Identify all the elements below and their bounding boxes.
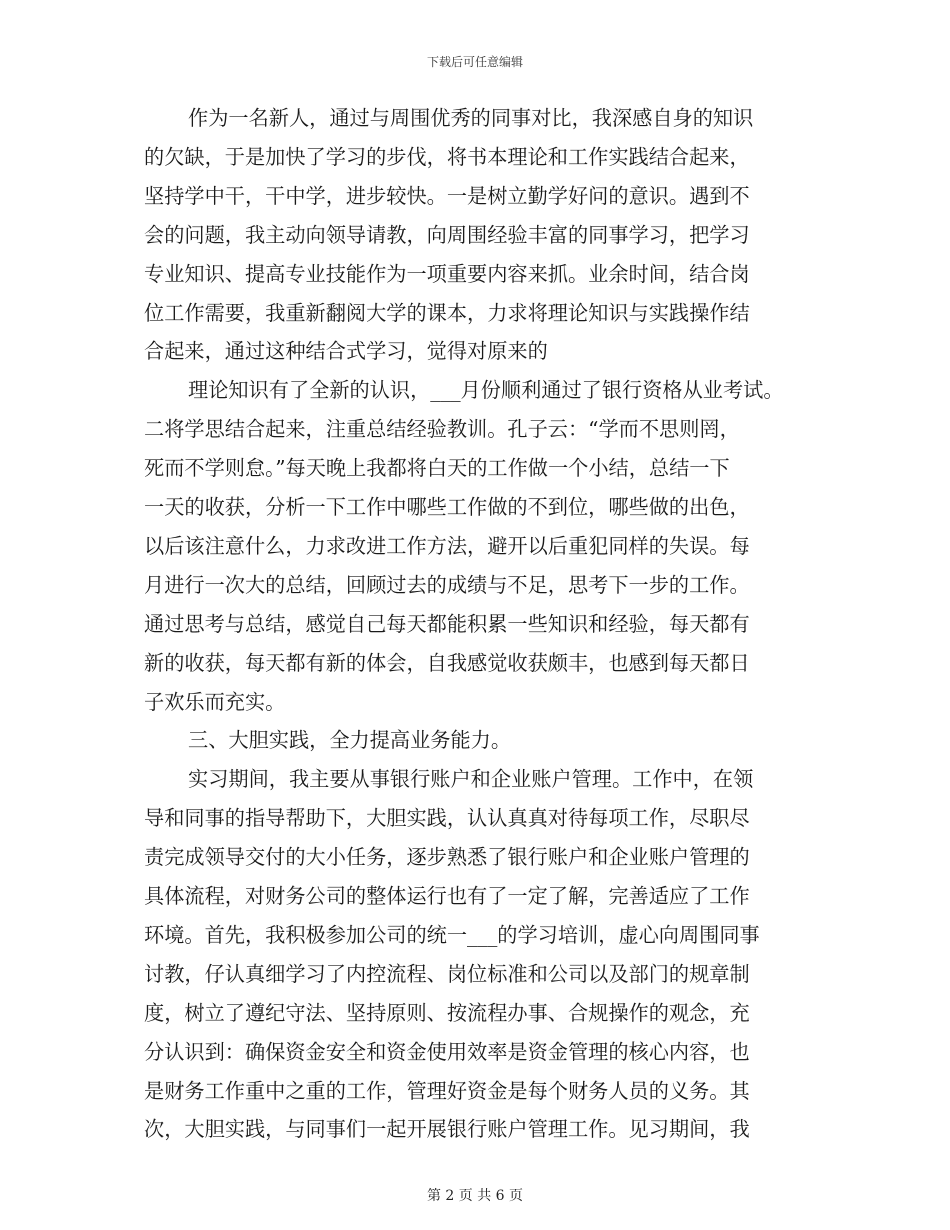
- text-line: 二将学思结合起来，注重总结经验教训。孔子云：“学而不思则罔，: [144, 417, 740, 442]
- text-line: 新的收获，每天都有新的体会，自我感觉收获颇丰，也感到每天都日: [144, 650, 750, 675]
- page-header: 下载后可任意编辑: [426, 55, 523, 69]
- page-footer: 第 2 页 共 6 页: [426, 1188, 524, 1204]
- text-line: 环境。首先，我积极参加公司的统一___的学习培训，虚心向周围同事: [144, 922, 760, 947]
- text-line: 月进行一次大的总结，回顾过去的成绩与不足，思考下一步的工作。: [144, 572, 750, 597]
- text-line: 度，树立了遵纪守法、坚持原则、按流程办事、合规操作的观念，充: [144, 1000, 750, 1025]
- text-line: 坚持学中干，干中学，进步较快。一是树立勤学好问的意识。遇到不: [144, 183, 750, 208]
- text-line: 的欠缺，于是加快了学习的步伐，将书本理论和工作实践结合起来，: [144, 144, 750, 169]
- text-line: 导和同事的指导帮助下，大胆实践，认认真真对待每项工作，尽职尽: [144, 806, 750, 831]
- text-line: 作为一名新人，通过与周围优秀的同事对比，我深感自身的知识: [188, 106, 754, 130]
- text-line: 专业知识、提高专业技能作为一项重要内容来抓。业余时间，结合岗: [144, 261, 750, 286]
- text-line: 实习期间，我主要从事银行账户和企业账户管理。工作中，在领: [188, 767, 754, 792]
- text-line: 一天的收获，分析一下工作中哪些工作做的不到位，哪些做的出色，: [144, 495, 750, 519]
- text-line: 死而不学则怠。”每天晚上我都将白天的工作做一个小结，总结一下: [144, 456, 730, 481]
- text-line: 子欢乐而充实。: [144, 689, 286, 714]
- text-line: 是财务工作重中之重的工作，管理好资金是每个财务人员的义务。其: [144, 1078, 750, 1103]
- text-line: 分认识到：确保资金安全和资金使用效率是资金管理的核心内容，也: [144, 1039, 750, 1064]
- text-line: 理论知识有了全新的认识，___月份顺利通过了银行资格从业考试。: [188, 378, 784, 403]
- text-line: 位工作需要，我重新翻阅大学的课本，力求将理论知识与实践操作结: [144, 300, 750, 325]
- text-line: 通过思考与总结，感觉自己每天都能积累一些知识和经验，每天都有: [144, 611, 750, 636]
- text-line: 具体流程，对财务公司的整体运行也有了一定了解，完善适应了工作: [144, 884, 750, 908]
- text-line: 责完成领导交付的大小任务，逐步熟悉了银行账户和企业账户管理的: [144, 845, 750, 870]
- text-line: 会的问题，我主动向领导请教，向周围经验丰富的同事学习，把学习: [144, 222, 750, 247]
- text-line: 讨教，仔认真细学习了内控流程、岗位标准和公司以及部门的规章制: [144, 961, 750, 986]
- text-line: 次，大胆实践，与同事们一起开展银行账户管理工作。见习期间，我: [144, 1117, 750, 1142]
- section-heading: 三、大胆实践，全力提高业务能力。: [188, 728, 512, 753]
- text-line: 合起来，通过这种结合式学习，觉得对原来的: [144, 339, 548, 364]
- text-line: 以后该注意什么，力求改进工作方法，避开以后重犯同样的失误。每: [144, 533, 750, 558]
